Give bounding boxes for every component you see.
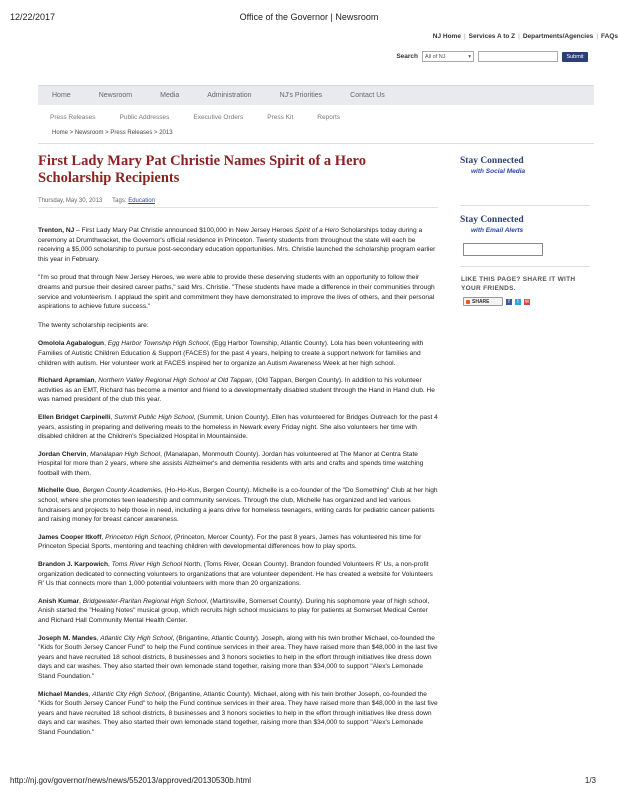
print-page-number: 1/3 (584, 776, 596, 785)
nav-nj-priorities[interactable]: NJ's Priorities (279, 92, 323, 99)
recipient-item: Anish Kumar, Bridgewater-Raritan Regional High School, (Martinsville, Somerset County). During his sophomore year of high school, Anish started the "Healing Notes" musical group, which recruits high school musicians to play for patients at Somerset Medical Center and Richard Hall Community Mental Health Center. (38, 597, 430, 624)
search-scope-select[interactable]: All of NJ ▾ (422, 51, 474, 62)
search-bar (396, 51, 588, 62)
intro-paragraph: The twenty scholarship recipients are: (38, 321, 149, 329)
share-icon (466, 300, 470, 304)
email-share-icon[interactable]: ✉ (524, 298, 530, 305)
article-meta (38, 198, 155, 204)
utility-links: NJ Home | Services A to Z | Departments/Agencies | FAQs (432, 33, 618, 40)
divider (38, 207, 438, 208)
print-date: 12/22/2017 (10, 12, 56, 22)
facebook-icon[interactable]: f (506, 299, 512, 305)
tags-label: Tags: (112, 198, 127, 204)
search-label: Search (396, 53, 418, 60)
divider (38, 143, 594, 144)
article-date: Thursday, May 30, 2013 (38, 198, 103, 204)
share-button[interactable]: SHARE (463, 297, 503, 306)
lead-paragraph: Trenton, NJ – First Lady Mary Pat Christie announced $100,000 in New Jersey Heroes Spirit of a Hero Scholarships today during a ceremony at Drumthwacket, the Governor's official residence in Princeton. Twenty students from throughout the state will each be receiving a $5,000 scholarship to pursue post-secondary education opportunities. Mrs. Christie launched the scholarship program earlier this year in February. (38, 227, 436, 263)
recipient-item: Omolola Agabalogun, Egg Harbor Township High School, (Egg Harbor Township, Atlantic County). Lola has been volunteering with Families of Autistic Children Education & Support (FACES) for the past 4 years, helping to create a support network for families and children with autism. Her volunteer work at FACES inspired her to organize an Autism Awareness Week at her high school. (38, 340, 424, 367)
share-bar (463, 297, 530, 306)
search-submit-button[interactable]: Submit (562, 52, 588, 62)
divider (460, 205, 590, 206)
nav-media[interactable]: Media (160, 92, 180, 99)
divider (460, 266, 590, 267)
nav-administration[interactable]: Administration (207, 92, 252, 99)
recipient-item: Ellen Bridget Carpinelli, Summit Public High School, (Summit, Union County). Ellen has volunteered for Bridges Outreach for the past 4 years, assisting in preparing and delivering meals to the homeless in Newark every Friday night. She also volunteers her time with disabled children at the Children's Specialized Hospital in Mountainside. (38, 413, 438, 441)
share-prompt: LIKE THIS PAGE? SHARE IT WITH YOUR FRIENDS. (461, 276, 576, 292)
stay-connected-email-heading: Stay Connected (460, 215, 524, 225)
departments-agencies-link[interactable]: Departments/Agencies (522, 33, 594, 40)
faqs-link[interactable]: FAQs (601, 33, 618, 40)
recipient-item: Joseph M. Mandes, Atlantic City High School, (Brigantine, Atlantic County). Joseph, along with his twin brother Michael, co-founded the "Kids for South Jersey Cancer Fund" to help the Fund continue services in their area. They have raised more than $48,000 in the last five years and have recruited 18 school districts, 8 businesses and 3 honors societies to help in the effort through initiatives like dress down days and car washes. They also started their own lemonade stand together, raising more than $34,000 to support "Alex's Lemonade Stand Foundation." (38, 634, 438, 680)
subnav-executive-orders[interactable]: Executive Orders (193, 113, 244, 121)
print-title: Office of the Governor | Newsroom (239, 12, 379, 22)
recipient-item: Brandon J. Karpowich, Toms River High School North, (Toms River, Ocean County). Brandon founded Volunteers R' Us, a non-profit organization dedicated to connecting volunteers to organizations that are volunteer dependent. He has created a website for Volunteers R' Us that connects more than 1,000 potential volunteers with more than 20 organizations. (38, 561, 433, 588)
breadcrumb[interactable]: Home > Newsroom > Press Releases > 2013 (52, 130, 173, 136)
main-nav (38, 85, 594, 105)
email-alerts-link[interactable]: with Email Alerts (471, 227, 524, 234)
nav-contact-us[interactable]: Contact Us (350, 92, 385, 99)
subnav-press-kit[interactable]: Press Kit (267, 113, 294, 121)
recipient-item: Michael Mandes, Atlantic City High School, (Brigantine, Atlantic County). Michael, along with his twin brother Joseph, co-founded the "Kids for South Jersey Cancer Fund" to help the Fund continue services in their area. They have raised more than $48,000 in the last five years and have recruited 18 school districts, 8 businesses and 3 honors societies to help in the effort through initiatives like dress down days and car washes. They also started their own lemonade stand together, raising more than $34,000 to support "Alex's Lemonade Stand Foundation." (38, 690, 438, 736)
email-alerts-input[interactable] (463, 243, 543, 256)
print-url: http://nj.gov/governor/news/news/552013/approved/20130530b.html (10, 776, 252, 785)
nav-home[interactable]: Home (52, 92, 71, 99)
sub-nav (38, 107, 594, 127)
subnav-public-addresses[interactable]: Public Addresses (119, 113, 170, 121)
chevron-down-icon: ▾ (468, 53, 471, 60)
nav-newsroom[interactable]: Newsroom (98, 92, 133, 99)
recipient-item: James Cooper Itkoff, Princeton High School, (Princeton, Mercer County). For the past 8 years, James has volunteered his time for Princeton Special Sports, mentoring and teaching children with developmental differences how to play sports. (38, 533, 422, 551)
search-input[interactable] (478, 51, 558, 62)
article-body (38, 226, 440, 746)
quote-paragraph: "I'm so proud that through New Jersey Heroes, we were able to provide these deserving students with an opportunity to follow their dreams and pursue their desired career paths," said Mrs. Christie. "These students have made a difference in their communities through service and volunteerism. I applaud the spirit and commitment they have demonstrated to improve the lives of others, and their personal aspirations to achieve future success." (38, 274, 435, 311)
social-media-link[interactable]: with Social Media (471, 168, 526, 175)
stay-connected-social-heading: Stay Connected (460, 156, 524, 166)
recipient-item: Michelle Guo, Bergen County Academies, (Ho-Ho-Kus, Bergen County). Michelle is a co-founder of the "Do Something" Club at her high school, where she promotes teen leadership and community services. Through the club, Michelle has organized and led various fundraisers and projects to help those in need, including a jeans drive for homeless teenagers, writing cards for pediatric cancer patients and raising money for breast cancer awareness. (38, 487, 438, 524)
page-title: First Lady Mary Pat Christie Names Spirit of a Hero Scholarship Recipients (38, 153, 366, 186)
recipient-item: Richard Apramian, Northern Valley Regional High School at Old Tappan, (Old Tappan, Bergen County). In addition to his volunteer activities as an EMT, Richard has become a mentor and friend to a developmentally disabled student through the Hand in Hand club. He was named president of the club this year. (38, 377, 435, 404)
nj-home-link[interactable]: NJ Home (432, 33, 461, 40)
tag-education-link[interactable]: Education (128, 198, 155, 204)
twitter-icon[interactable]: t (515, 299, 521, 305)
subnav-reports[interactable]: Reports (317, 113, 341, 121)
recipient-item: Jordan Chervin, Manalapan High School, (Manalapan, Monmouth County). Jordan has volunteered at The Manor at Centra State Hospital for more than 2 years, where she assists Alzheimer's and dementia residents with arts and crafts and spends time watching football with them. (38, 450, 424, 477)
subnav-press-releases[interactable]: Press Releases (50, 113, 96, 121)
services-a-to-z-link[interactable]: Services A to Z (468, 33, 516, 40)
